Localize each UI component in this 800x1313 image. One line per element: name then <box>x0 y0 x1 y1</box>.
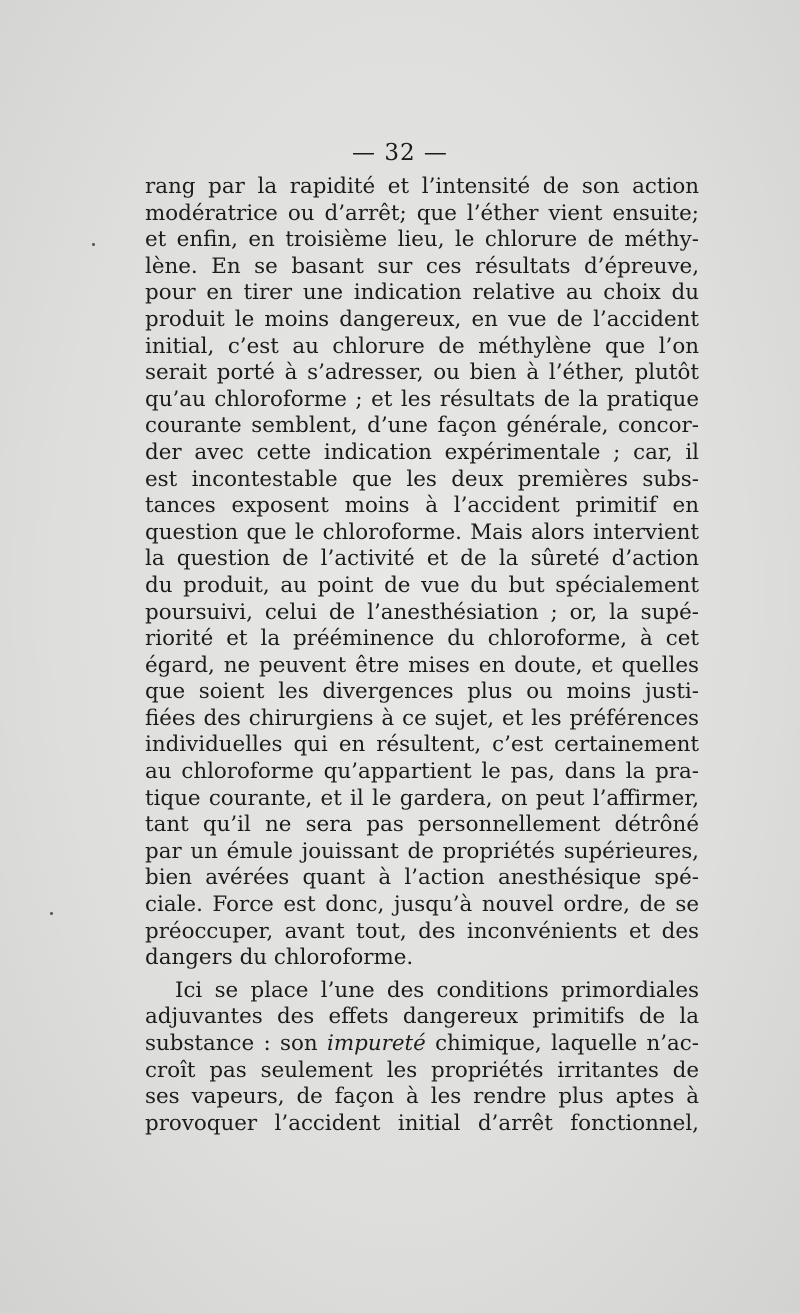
text-line: produit le moins dangereux, en vue de l’accident <box>145 306 699 332</box>
text-line: est incontestable que les deux premières subs- <box>145 466 699 492</box>
text-line: tique courante, et il le gardera, on peut l’affirmer, <box>145 785 699 811</box>
text-line: adjuvantes des effets dangereux primitifs de la <box>145 1004 699 1030</box>
text-line: ses vapeurs, de façon à les rendre plus aptes à <box>145 1084 699 1110</box>
print-speck <box>50 912 53 915</box>
text-line: serait porté à s’adresser, ou bien à l’éther, plutôt <box>145 360 699 386</box>
text-line: fiées des chirurgiens à ce sujet, et les préférences <box>145 705 699 731</box>
text-line: qu’au chloroforme ; et les résultats de la pratique <box>145 386 699 412</box>
page-number: — 32 — <box>352 140 448 166</box>
text-line: dangers du chloroforme. <box>145 945 414 971</box>
text-segment: substance : son <box>145 1031 328 1056</box>
text-segment: chimique, laquelle n’ac- <box>425 1031 699 1056</box>
text-line <box>145 1031 699 1058</box>
text-line: tances exposent moins à l’accident primitif en <box>145 493 699 519</box>
text-line: question que le chloroforme. Mais alors intervient <box>145 519 699 545</box>
text-line: ciale. Force est donc, jusqu’à nouvel ordre, de se <box>145 892 699 918</box>
text-line: préoccuper, avant tout, des inconvénients et des <box>145 918 699 944</box>
text-line: rang par la rapidité et l’intensité de son action <box>145 174 699 199</box>
text-line: modératrice ou d’arrêt; que l’éther vient ensuite; <box>145 200 699 226</box>
paragraph-2 <box>145 978 699 1138</box>
text-line: pour en tirer une indication relative au choix du <box>145 280 699 306</box>
emphasized-word: impureté <box>327 1031 426 1056</box>
text-line: égard, ne peuvent être mises en doute, et quelles <box>145 652 699 678</box>
text-line: du produit, au point de vue du but spécialement <box>145 572 699 598</box>
text-line: der avec cette indication expérimentale ; car, il <box>145 439 699 465</box>
text-line: la question de l’activité et de la sûreté d’action <box>145 546 699 572</box>
print-speck <box>92 243 95 246</box>
text-line: tant qu’il ne sera pas personnellement détrôné <box>145 812 699 838</box>
text-line: lène. En se basant sur ces résultats d’épreuve, <box>145 253 699 279</box>
text-line: individuelles qui en résultent, c’est certainement <box>145 732 699 758</box>
text-line: par un émule jouissant de propriétés supérieures, <box>145 838 699 864</box>
text-line: initial, c’est au chlorure de méthylène que l’on <box>145 333 699 359</box>
text-line: courante semblent, d’une façon générale, concor- <box>145 413 699 439</box>
body-text <box>145 174 699 1137</box>
paragraph-1 <box>145 174 699 972</box>
text-line: Ici se place l’une des conditions primordiales <box>175 977 699 1003</box>
text-line: riorité et la prééminence du chloroforme, à cet <box>145 626 699 652</box>
text-line: au chloroforme qu’appartient le pas, dans la pra- <box>145 759 699 785</box>
text-line: et enfin, en troisième lieu, le chlorure de méthy- <box>145 227 699 253</box>
text-line: que soient les divergences plus ou moins justi- <box>145 679 699 705</box>
text-line: bien avérées quant à l’action anesthésique spé- <box>145 865 699 891</box>
text-line: provoquer l’accident initial d’arrêt fonctionnel, <box>145 1110 699 1136</box>
text-line: croît pas seulement les propriétés irritantes de <box>145 1057 699 1083</box>
text-line: poursuivi, celui de l’anesthésiation ; or, la supé- <box>145 599 699 625</box>
